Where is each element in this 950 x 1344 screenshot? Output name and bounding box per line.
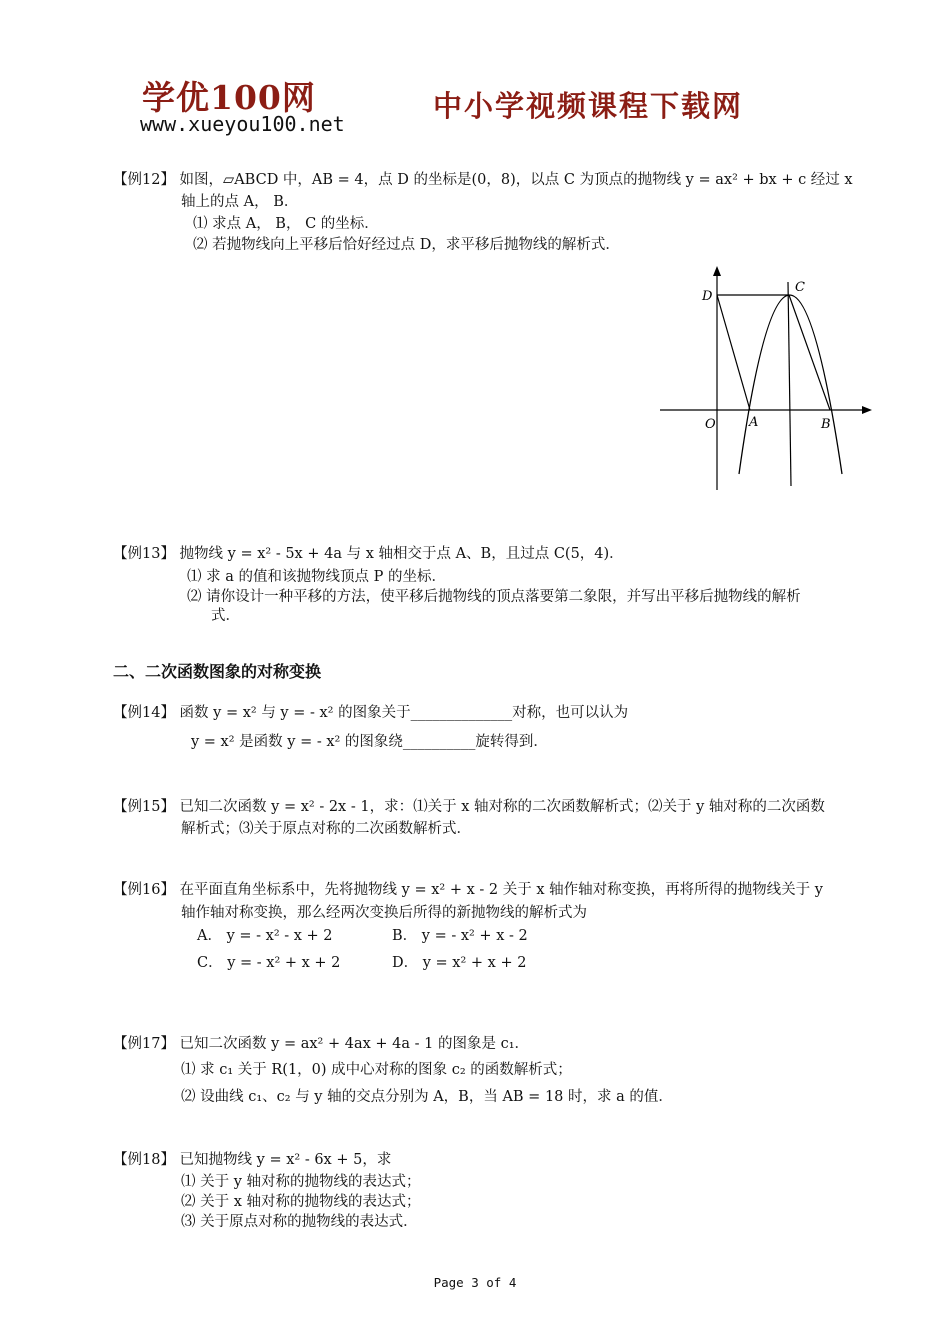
ex13-q2a: ⑵ 请你设计一种平移的方法，使平移后抛物线的顶点落要第二象限，并写出平移后抛物线的解析: [187, 589, 801, 605]
ex17-q2: ⑵ 设曲线 c₁、c₂ 与 y 轴的交点分别为 A，B，当 AB = 18 时，求 a 的值．: [181, 1089, 673, 1105]
ex17-line1: 【例17】 已知二次函数 y = ax² + 4ax + 4a - 1 的图象是 c₁．: [113, 1036, 530, 1052]
ex16-option-c: C． y = - x² + x + 2: [197, 955, 341, 971]
ex16-option-a: A． y = - x² - x + 2: [197, 928, 333, 944]
x-axis-arrow: [862, 406, 872, 414]
ex12-q2: ⑵ 若抛物线向上平移后恰好经过点 D，求平移后抛物线的解析式．: [193, 237, 620, 253]
ex18-q3: ⑶ 关于原点对称的抛物线的表达式．: [181, 1214, 418, 1230]
vertical-line-through-C: [788, 282, 791, 486]
site-url[interactable]: www.xueyou100.net: [140, 112, 345, 136]
ex16-option-d: D． y = x² + x + 2: [392, 955, 527, 971]
ex18-q1: ⑴ 关于 y 轴对称的抛物线的表达式；: [181, 1174, 421, 1190]
segment-DA: [717, 295, 750, 410]
y-axis-arrow: [713, 266, 721, 276]
ex15-line1: 【例15】 已知二次函数 y = x² - 2x - 1，求：⑴关于 x 轴对称的二次函数解析式；⑵关于 y 轴对称的二次函数: [113, 799, 825, 815]
ex13-q1: ⑴ 求 a 的值和该抛物线顶点 P 的坐标．: [187, 569, 446, 585]
ex14-line2: y = x² 是函数 y = - x² 的图象绕__________旋转得到．: [191, 734, 548, 750]
label-C: C: [795, 280, 805, 295]
site-slogan: 中小学视频课程下载网: [433, 89, 744, 123]
ex12-q1: ⑴ 求点 A， B， C 的坐标．: [193, 216, 379, 232]
ex15-line2: 解析式；⑶关于原点对称的二次函数解析式．: [181, 821, 471, 837]
ex12-line2: 轴上的点 A， B．: [181, 194, 299, 210]
ex16-option-b: B． y = - x² + x - 2: [392, 928, 528, 944]
label-B: B: [821, 417, 831, 432]
label-A: A: [749, 415, 759, 430]
ex14-line1: 【例14】 函数 y = x² 与 y = - x² 的图象关于______________对称，也可以认为: [113, 705, 629, 721]
ex13-line1: 【例13】 抛物线 y = x² - 5x + 4a 与 x 轴相交于点 A、B，且过点 C(5，4)．: [113, 546, 624, 562]
ex16-line1: 【例16】 在平面直角坐标系中，先将抛物线 y = x² + x - 2 关于 x 轴作轴对称变换，再将所得的抛物线关于 y: [113, 882, 823, 898]
ex13-q2b: 式．: [211, 608, 240, 624]
ex18-q2: ⑵ 关于 x 轴对称的抛物线的表达式；: [181, 1194, 421, 1210]
label-O: O: [705, 417, 716, 432]
ex18-line1: 【例18】 已知抛物线 y = x² - 6x + 5，求: [113, 1152, 392, 1168]
page-number: Page 3 of 4: [433, 1275, 517, 1290]
ex12-parabola-figure: [655, 262, 880, 494]
label-D: D: [702, 289, 713, 304]
section-heading: 二、二次函数图象的对称变换: [113, 662, 322, 681]
site-logo-text: 学优100网: [142, 78, 316, 117]
ex16-line2: 轴作轴对称变换，那么经两次变换后所得的新抛物线的解析式为: [181, 905, 587, 921]
ex17-q1: ⑴ 求 c₁ 关于 R(1，0) 成中心对称的图象 c₂ 的函数解析式；: [181, 1062, 572, 1078]
ex12-line1: 【例12】 如图，▱ABCD 中，AB = 4，点 D 的坐标是(0，8)，以点 C 为顶点的抛物线 y = ax² + bx + c 经过 x: [113, 172, 853, 188]
segment-CB: [789, 295, 830, 410]
